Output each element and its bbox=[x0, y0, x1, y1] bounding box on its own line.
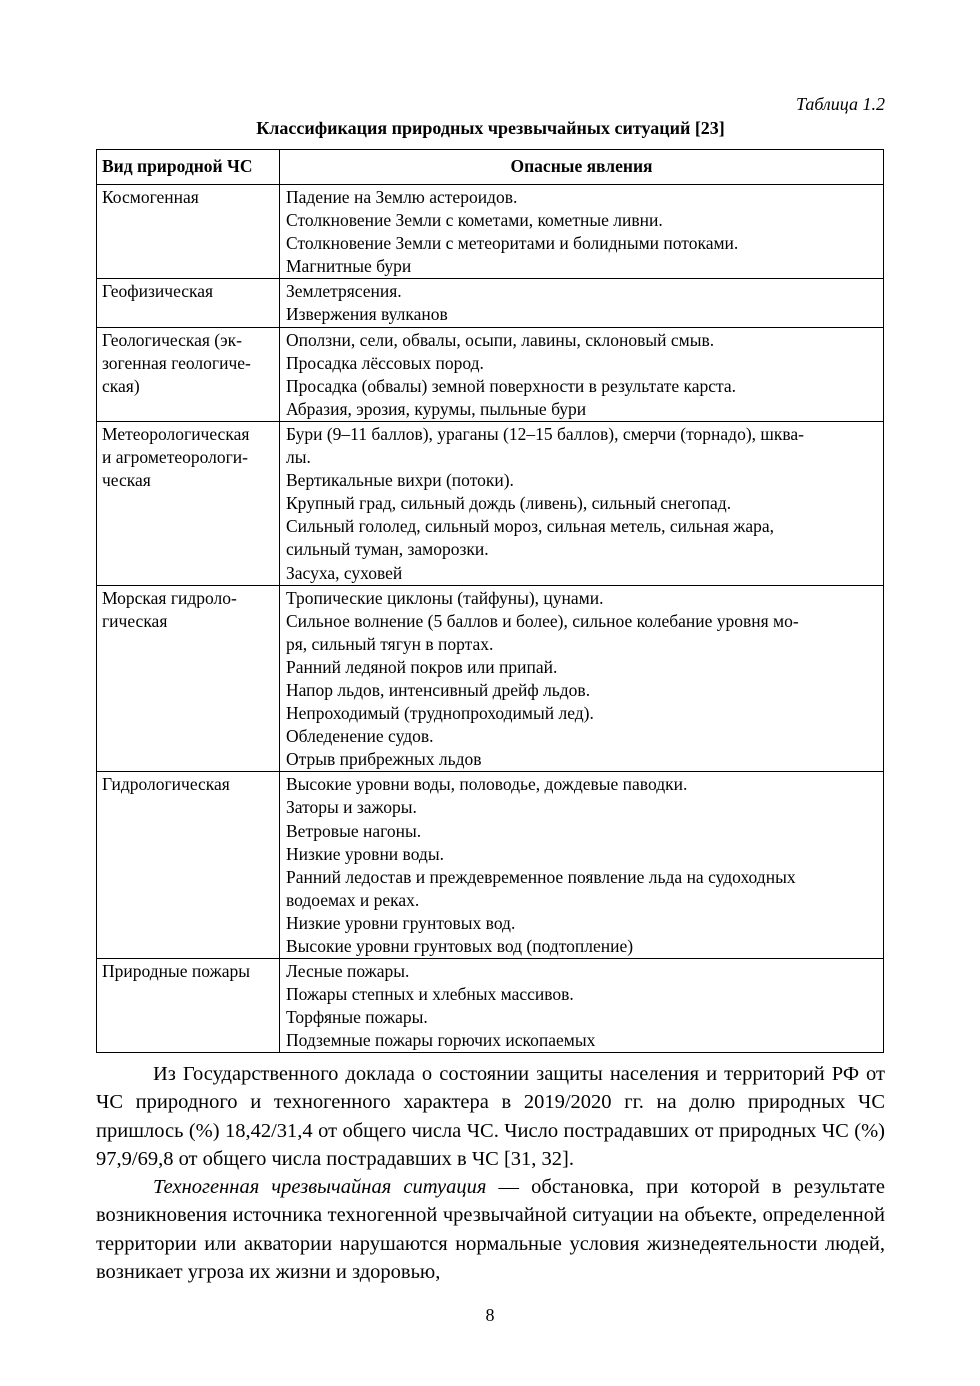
table-row bbox=[97, 327, 884, 421]
row-type-line: Метеорологическая bbox=[102, 423, 250, 444]
row-type-cell bbox=[97, 959, 280, 1053]
phenomenon-line: Сильный гололед, сильный мороз, сильная метель, сильная жара, bbox=[286, 516, 775, 537]
phenomenon-line: Высокие уровни воды, половодье, дождевые паводки. bbox=[286, 774, 688, 795]
row-phenomena-cell bbox=[280, 327, 884, 421]
table-row bbox=[97, 279, 884, 327]
row-phenomena-cell bbox=[280, 772, 884, 959]
body-text bbox=[96, 1060, 885, 1286]
row-type-cell bbox=[97, 772, 280, 959]
header-type: Вид природной ЧС bbox=[97, 150, 280, 185]
row-type-cell bbox=[97, 421, 280, 585]
phenomenon-line: Абразия, эрозия, курумы, пыльные бури bbox=[286, 398, 587, 419]
phenomenon-line: Магнитные бури bbox=[286, 256, 412, 277]
paragraph-1: Из Государственного доклада о состоянии защиты населения и территорий РФ от ЧС природного и техногенного характера в 2019/2020 гг. на долю природных ЧС пришлось (%) 18,42/31,4 от общего числа ЧС. Число пострадавших от природных ЧС (%) 97,9/69,8 от общего числа пострадавших в ЧС [31, 32]. bbox=[96, 1063, 885, 1170]
phenomenon-line: Ранний ледостав и преждевременное появление льда на судоходных bbox=[286, 866, 796, 887]
phenomenon-line: Засуха, суховей bbox=[286, 562, 403, 583]
phenomenon-line: Оползни, сели, обвалы, осыпи, лавины, склоновый смыв. bbox=[286, 329, 715, 350]
table-row bbox=[97, 185, 884, 279]
paragraph-2 bbox=[96, 1173, 885, 1286]
row-type-cell bbox=[97, 327, 280, 421]
phenomenon-line: Вертикальные вихри (потоки). bbox=[286, 470, 514, 491]
table-title: Классификация природных чрезвычайных ситуаций [23] bbox=[256, 118, 725, 138]
row-type-line: Морская гидроло- bbox=[102, 587, 237, 608]
phenomenon-line: Высокие уровни грунтовых вод (подтопление) bbox=[286, 936, 634, 956]
table-row bbox=[97, 585, 884, 772]
row-type-line: гическая bbox=[102, 610, 168, 631]
phenomenon-line: Непроходимый (труднопроходимый лед). bbox=[286, 703, 594, 724]
phenomenon-line: водоемах и реках. bbox=[286, 889, 420, 910]
phenomenon-line: Пожары степных и хлебных массивов. bbox=[286, 984, 574, 1005]
row-phenomena-cell bbox=[280, 279, 884, 327]
phenomenon-line: Заторы и зажоры. bbox=[286, 797, 417, 818]
table-row bbox=[97, 772, 884, 959]
table-header-row bbox=[97, 150, 884, 185]
phenomenon-line: Тропические циклоны (тайфуны), цунами. bbox=[286, 587, 604, 608]
phenomenon-line: Низкие уровни воды. bbox=[286, 843, 444, 864]
table-row bbox=[97, 959, 884, 1053]
row-type-line: зогенная геологиче- bbox=[102, 352, 251, 373]
phenomenon-line: Крупный град, сильный дождь (ливень), сильный снегопад. bbox=[286, 493, 732, 514]
phenomenon-line: Лесные пожары. bbox=[286, 961, 410, 982]
row-type-line: ческая bbox=[102, 470, 151, 491]
phenomenon-line: Отрыв прибрежных льдов bbox=[286, 749, 482, 770]
phenomenon-line: Просадка лёссовых пород. bbox=[286, 352, 484, 373]
phenomenon-line: Просадка (обвалы) земной поверхности в результате карста. bbox=[286, 375, 737, 396]
phenomenon-line: Столкновение Земли с метеоритами и болидными потоками. bbox=[286, 233, 739, 254]
row-phenomena-cell bbox=[280, 185, 884, 279]
row-type-line: Природные пожары bbox=[102, 961, 250, 982]
phenomenon-line: ря, сильный тягун в портах. bbox=[286, 633, 494, 654]
row-type-line: и агрометеорологи- bbox=[102, 447, 248, 468]
table-row bbox=[97, 421, 884, 585]
phenomenon-line: сильный туман, заморозки. bbox=[286, 539, 489, 560]
phenomenon-line: Ветровые нагоны. bbox=[286, 820, 422, 841]
phenomenon-line: Столкновение Земли с кометами, кометные ливни. bbox=[286, 210, 663, 231]
row-phenomena-cell bbox=[280, 585, 884, 772]
table-body bbox=[97, 185, 884, 1053]
phenomenon-line: Извержения вулканов bbox=[286, 304, 448, 325]
table-caption: Таблица 1.2 bbox=[795, 94, 885, 114]
row-phenomena-cell bbox=[280, 421, 884, 585]
row-type-line: Космогенная bbox=[102, 187, 199, 207]
header-phenomena: Опасные явления bbox=[280, 150, 884, 185]
row-type-line: Геофизическая bbox=[102, 281, 214, 302]
phenomenon-line: лы. bbox=[286, 447, 311, 468]
row-type-cell bbox=[97, 279, 280, 327]
page-number: 8 bbox=[485, 1305, 495, 1325]
phenomenon-line: Бури (9–11 баллов), ураганы (12–15 баллов), смерчи (торнадо), шква- bbox=[286, 423, 805, 444]
row-type-line: Геологическая (эк- bbox=[102, 329, 242, 350]
row-type-line: Гидрологическая bbox=[102, 774, 230, 795]
classification-table bbox=[96, 149, 884, 1053]
phenomenon-line: Падение на Землю астероидов. bbox=[286, 187, 518, 207]
phenomenon-line: Напор льдов, интенсивный дрейф льдов. bbox=[286, 679, 591, 700]
row-type-line: ская) bbox=[102, 375, 140, 396]
phenomenon-line: Ранний ледяной покров или припай. bbox=[286, 656, 558, 677]
row-phenomena-cell bbox=[280, 959, 884, 1053]
phenomenon-line: Обледенение судов. bbox=[286, 726, 434, 747]
phenomenon-line: Торфяные пожары. bbox=[286, 1007, 428, 1028]
phenomenon-line: Землетрясения. bbox=[286, 281, 402, 302]
phenomenon-line: Низкие уровни грунтовых вод. bbox=[286, 912, 516, 933]
phenomenon-line: Сильное волнение (5 баллов и более), сильное колебание уровня мо- bbox=[286, 610, 799, 631]
row-type-cell bbox=[97, 185, 280, 279]
phenomenon-line: Подземные пожары горючих ископаемых bbox=[286, 1030, 596, 1051]
paragraph-2-text: — обстановка, при которой в результате возникновения источника техногенной чрезвычайной ситуации на объекте, определенной территории или акватории нарушаются нормальные условия жизнедеятельности людей, возникает угроза их жизни и здоровью, bbox=[96, 1176, 885, 1284]
row-type-cell bbox=[97, 585, 280, 772]
paragraph-2-term: Техногенная чрезвычайная ситуация bbox=[153, 1176, 487, 1199]
